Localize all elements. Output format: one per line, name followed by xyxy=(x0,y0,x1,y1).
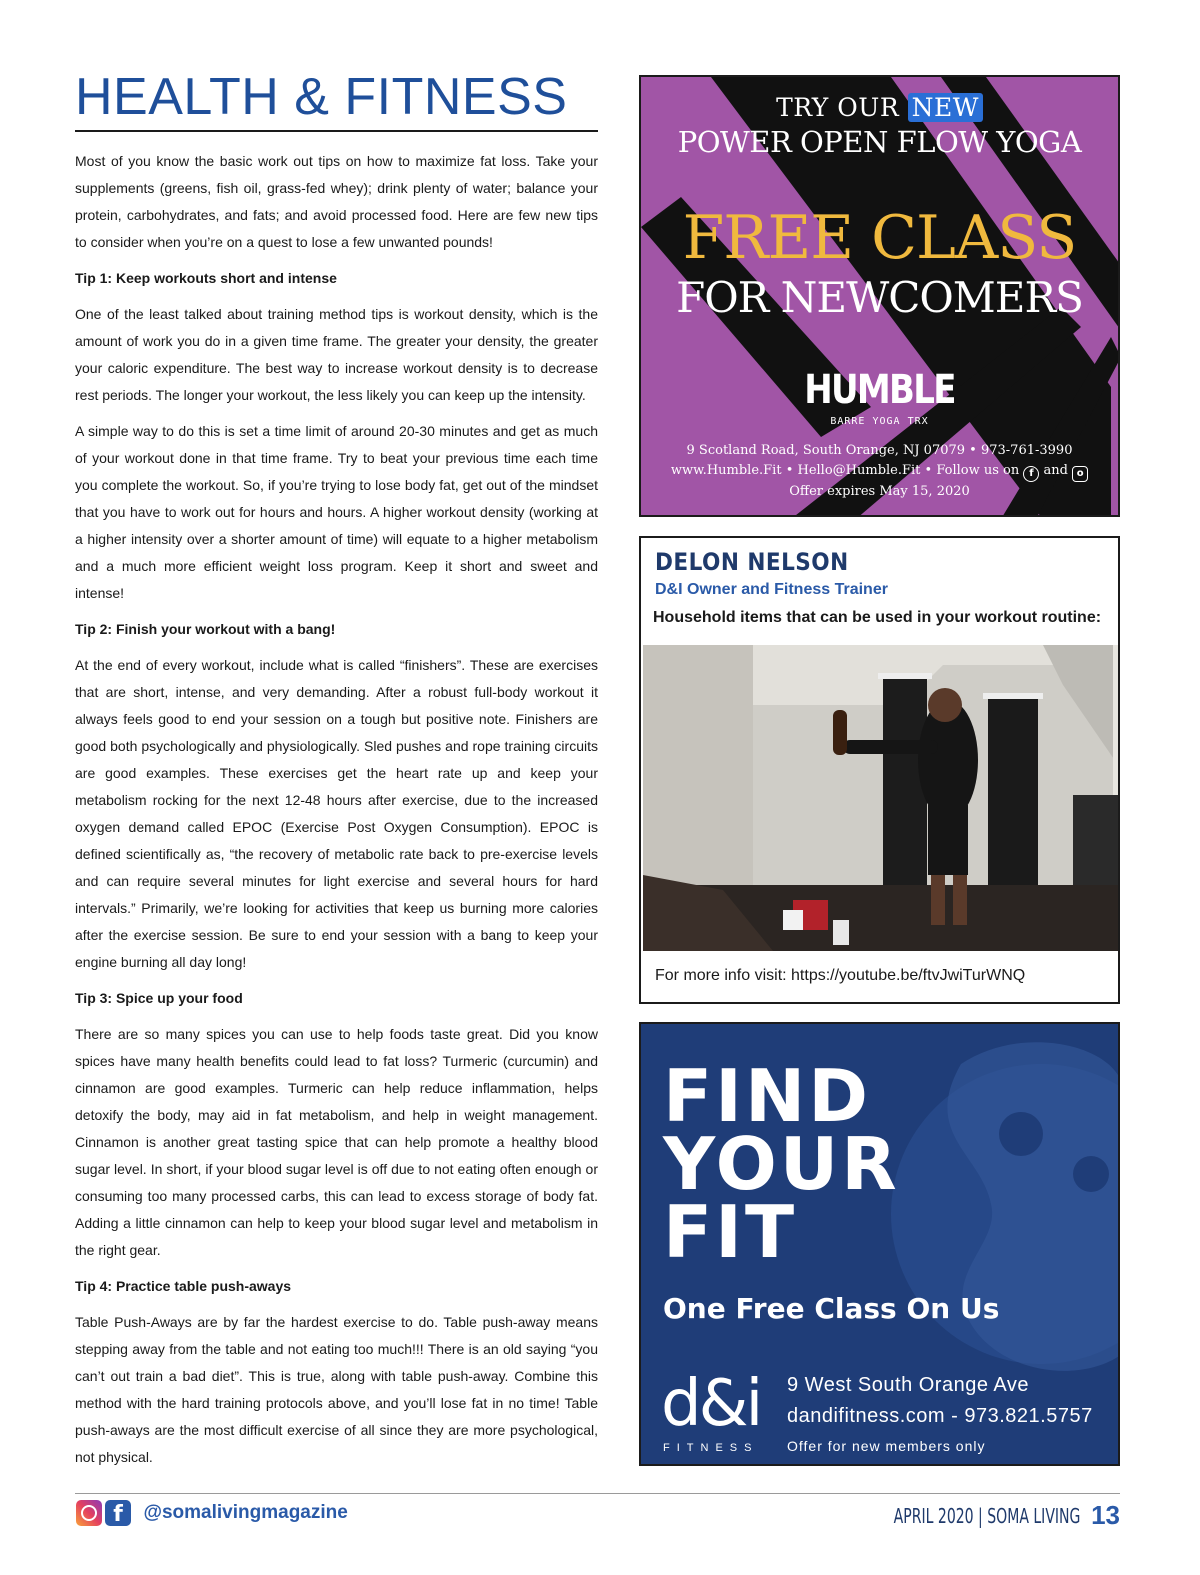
page-number: 13 xyxy=(1091,1500,1120,1530)
trainer-workout-photo[interactable] xyxy=(643,645,1118,951)
try-our-new-line: TRY OUR NEW xyxy=(641,93,1118,122)
new-badge: NEW xyxy=(908,93,983,122)
tip-heading: Tip 4: Practice table push-aways xyxy=(75,1278,292,1294)
tip-heading: Tip 3: Spice up your food xyxy=(75,990,243,1006)
trainer-heading: Household items that can be used in your workout routine: xyxy=(653,609,1102,626)
yoga-contact-info xyxy=(641,441,1118,502)
humble-logo: HUMBLE xyxy=(804,367,955,413)
yoga-web-line: www.Humble.Fit • Hello@Humble.Fit • Follow us on f and o xyxy=(641,461,1118,482)
facebook-icon[interactable]: f xyxy=(105,1500,131,1526)
tip-heading: Tip 1: Keep workouts short and intense xyxy=(75,270,337,286)
title-divider xyxy=(75,130,598,132)
article-paragraph: One of the least talked about training method tips is workout density, which is the amount of work you do in a given time frame. The greater your density, the greater your caloric expenditure. The best way to increase workout density is to decrease rest periods. The longer your workout, the less likely you can keep up the intensity. xyxy=(75,306,598,403)
trainer-name: DELON NELSON xyxy=(655,548,849,576)
instagram-icon[interactable]: o xyxy=(1072,466,1088,482)
free-class-offer: One Free Class On Us xyxy=(663,1292,1000,1325)
instagram-icon[interactable] xyxy=(76,1500,102,1526)
dandi-address: 9 West South Orange Ave xyxy=(787,1374,1030,1396)
yoga-class-name: POWER OPEN FLOW YOGA xyxy=(677,125,1082,159)
article-paragraph: There are so many spices you can use to help foods taste great. Did you know spices have many health benefits could lead to fat loss? Turmeric (curcumin) and cinnamon are good examples. Turmeric can help reduce inflammation, helps detoxify the body, may aid in fat metabolism, and help in weight management. Cinnamon is another great tasting spice that can help promote a healthy blood sugar level. In short, if your blood sugar level is off due to not eating often enough or consuming too many processed carbs, this can lead to excess storage of body fat. Adding a little cinnamon can help to keep your blood sugar level and metabolism in the right gear. xyxy=(75,1026,598,1258)
more-info-link[interactable]: For more info visit: https://youtube.be/ftvJwiTurWNQ xyxy=(655,967,1026,984)
dandi-contact xyxy=(787,1370,1093,1432)
yoga-address: 9 Scotland Road, South Orange, NJ 07079 • 973-761-3990 xyxy=(686,443,1073,458)
find-your-fit-headline: FIND YOUR FIT xyxy=(663,1054,900,1274)
article xyxy=(75,66,598,1480)
social-links xyxy=(76,1500,348,1526)
article-paragraph: Table Push-Aways are by far the hardest exercise to do. Table push-away means stepping away from the table and not eating too much!!! There is an old saying “you can’t out train a bad diet”. This is true, along with table push-away. Combine this method with the hard training protocols above, and you’ll lose fat in no time! Table push-aways are the most difficult exercise of all since they are more psychological, not physical. xyxy=(75,1314,598,1465)
article-paragraph: At the end of every workout, include what is called “finishers”. These are exercises that are short, intense, and very demanding. After a robust full-body workout it always feels good to end your session on a tough but positive note. Finishers are good both psychologically and physiologically. Sled pushes and rope training circuits are good examples. These exercises get the heart rate up and keep your metabolism rocking for the next 12-48 hours after exercise, due to the increased oxygen demand called EPOC (Exercise Post Oxygen Consumption). EPOC is defined scientifically as, “the recovery of metabolic rate back to pre-exercise levels and can require several minutes for light exercise and several hours for hard intervals.” Primarily, we’re looking for activities that keep us burning more calories after the exercise session. Be sure to end your session with a bang to keep your engine burning all day long! xyxy=(75,657,598,970)
dandi-logo-subtitle: FITNESS xyxy=(663,1442,759,1454)
article-body xyxy=(75,148,598,1471)
issue-info xyxy=(841,1500,1120,1531)
dandi-web-phone[interactable]: dandifitness.com - 973.821.5757 xyxy=(787,1405,1093,1427)
footer-divider xyxy=(75,1493,1120,1494)
social-handle[interactable]: @somalivingmagazine xyxy=(143,1502,348,1523)
facebook-icon[interactable]: f xyxy=(1023,466,1039,482)
page-title: HEALTH & FITNESS xyxy=(75,68,568,126)
tip-heading: Tip 2: Finish your workout with a bang! xyxy=(75,621,336,637)
issue-label: APRIL 2020 | SOMA LIVING xyxy=(893,1503,1081,1528)
for-newcomers-line: FOR NEWCOMERS xyxy=(676,273,1083,322)
workout-photo-illustration xyxy=(643,645,1118,951)
free-class-headline: FREE CLASS xyxy=(682,203,1077,273)
trainer-role: D&I Owner and Fitness Trainer xyxy=(655,581,888,598)
dandi-offer-note: Offer for new members only xyxy=(787,1438,986,1454)
yoga-ad[interactable] xyxy=(639,75,1120,517)
dandi-ad[interactable] xyxy=(639,1022,1120,1466)
dandi-logo: d&i xyxy=(661,1367,761,1441)
humble-logo-subtitle: BARRE YOGA TRX xyxy=(830,416,929,427)
yoga-offer-expiry: Offer expires May 15, 2020 xyxy=(789,484,970,499)
trainer-box xyxy=(639,536,1120,1004)
article-paragraph: A simple way to do this is set a time limit of around 20-30 minutes and get as much of your workout done in that time frame. Try to beat your previous time each time you complete the workout. So, if you’re trying to lose body fat, get out of the mindset that you have to work out for hours and hours. A higher workout density (working at a higher intensity over a shorter amount of time) will equate to a higher metabolism and a much more efficient weight loss program. Keep it short and sweet and intense! xyxy=(75,423,598,601)
article-paragraph: Most of you know the basic work out tips on how to maximize fat loss. Take your supplements (greens, fish oil, grass-fed whey); drink plenty of water; balance your protein, carbohydrates, and fats; and avoid processed food. Here are few new tips to consider when you’re on a quest to lose a few unwanted pounds! xyxy=(75,153,598,250)
